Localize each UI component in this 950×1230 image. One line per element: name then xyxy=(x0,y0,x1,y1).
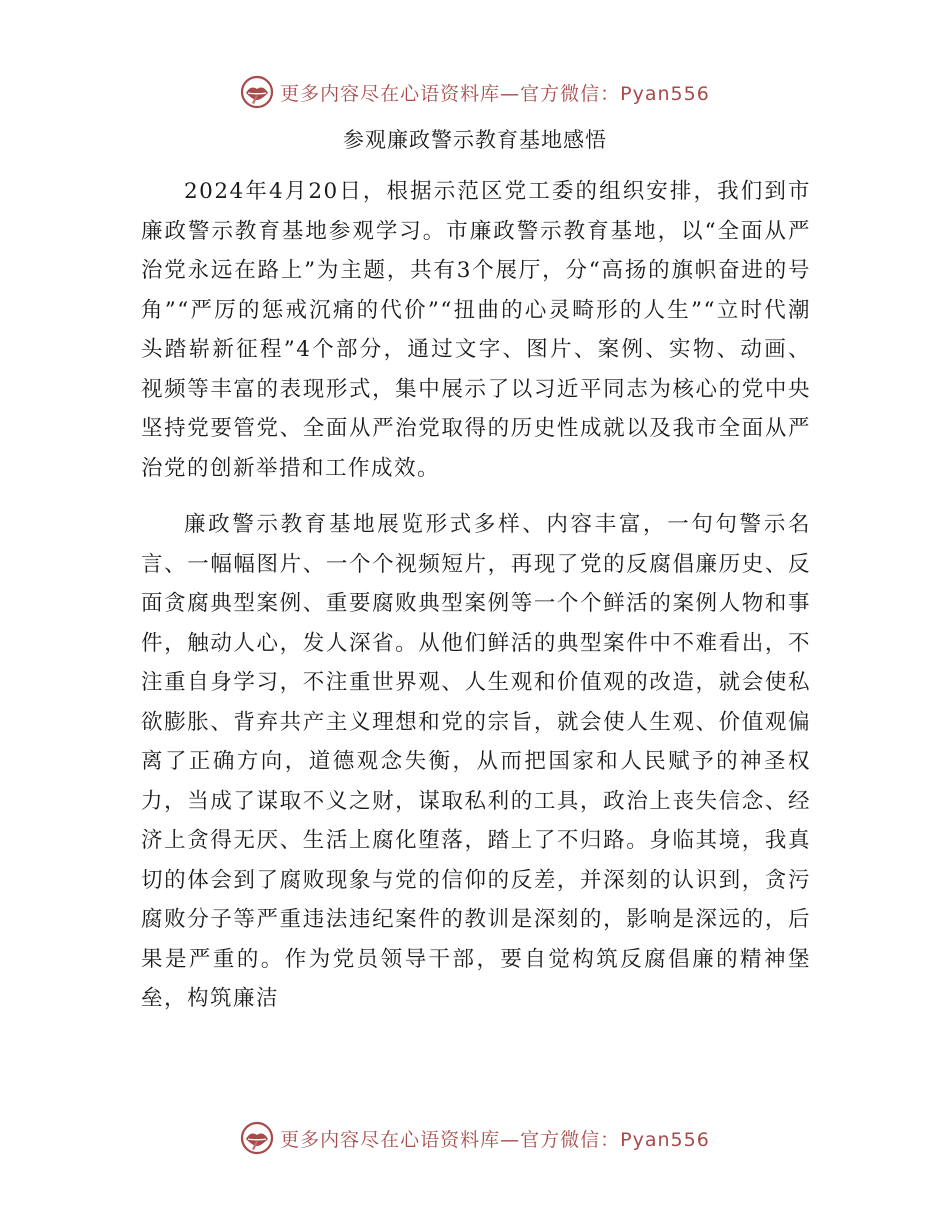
header-watermark-text: 更多内容尽在心语资料库—官方微信：Pyan556 xyxy=(280,82,710,105)
lip-logo-icon xyxy=(240,1121,274,1155)
footer-watermark-text: 更多内容尽在心语资料库—官方微信：Pyan556 xyxy=(280,1128,710,1151)
lip-logo-icon xyxy=(240,75,274,109)
header-watermark-banner xyxy=(0,72,950,112)
document-body xyxy=(141,172,811,1019)
paragraph-1: 2024年4月20日，根据示范区党工委的组织安排，我们到市廉政警示教育基地参观学习。市廉政警示教育基地，以“全面从严治党永远在路上”为主题，共有3个展厅，分“高扬的旗帜奋进的号角”“严厉的惩戒沉痛的代价”“扭曲的心灵畸形的人生”“立时代潮头踏崭新征程”4个部分，通过文字、图片、案例、实物、动画、视频等丰富的表现形式，集中展示了以习近平同志为核心的党中央坚持党要管党、全面从严治党取得的历史性成就以及我市全面从严治党的创新举措和工作成效。 xyxy=(141,179,811,481)
footer-watermark-banner xyxy=(0,1118,950,1158)
document-title: 参观廉政警示教育基地感悟 xyxy=(343,128,607,152)
paragraph-2: 廉政警示教育基地展览形式多样、内容丰富，一句句警示名言、一幅幅图片、一个个视频短片，再现了党的反腐倡廉历史、反面贪腐典型案例、重要腐败典型案例等一个个鲜活的案例人物和事件，触动人心，发人深省。从他们鲜活的典型案件中不难看出，不注重自身学习，不注重世界观、人生观和价值观的改造，就会使私欲膨胀、背弃共产主义理想和党的宗旨，就会使人生观、价值观偏离了正确方向，道德观念失衡，从而把国家和人民赋予的神圣权力，当成了谋取不义之财，谋取私利的工具，政治上丧失信念、经济上贪得无厌、生活上腐化堕落，踏上了不归路。身临其境，我真切的体会到了腐败现象与党的信仰的反差，并深刻的认识到，贪污腐败分子等严重违法违纪案件的教训是深刻的，影响是深远的，后果是严重的。作为党员领导干部，要自觉构筑反腐倡廉的精神堡垒，构筑廉洁 xyxy=(141,512,811,1011)
